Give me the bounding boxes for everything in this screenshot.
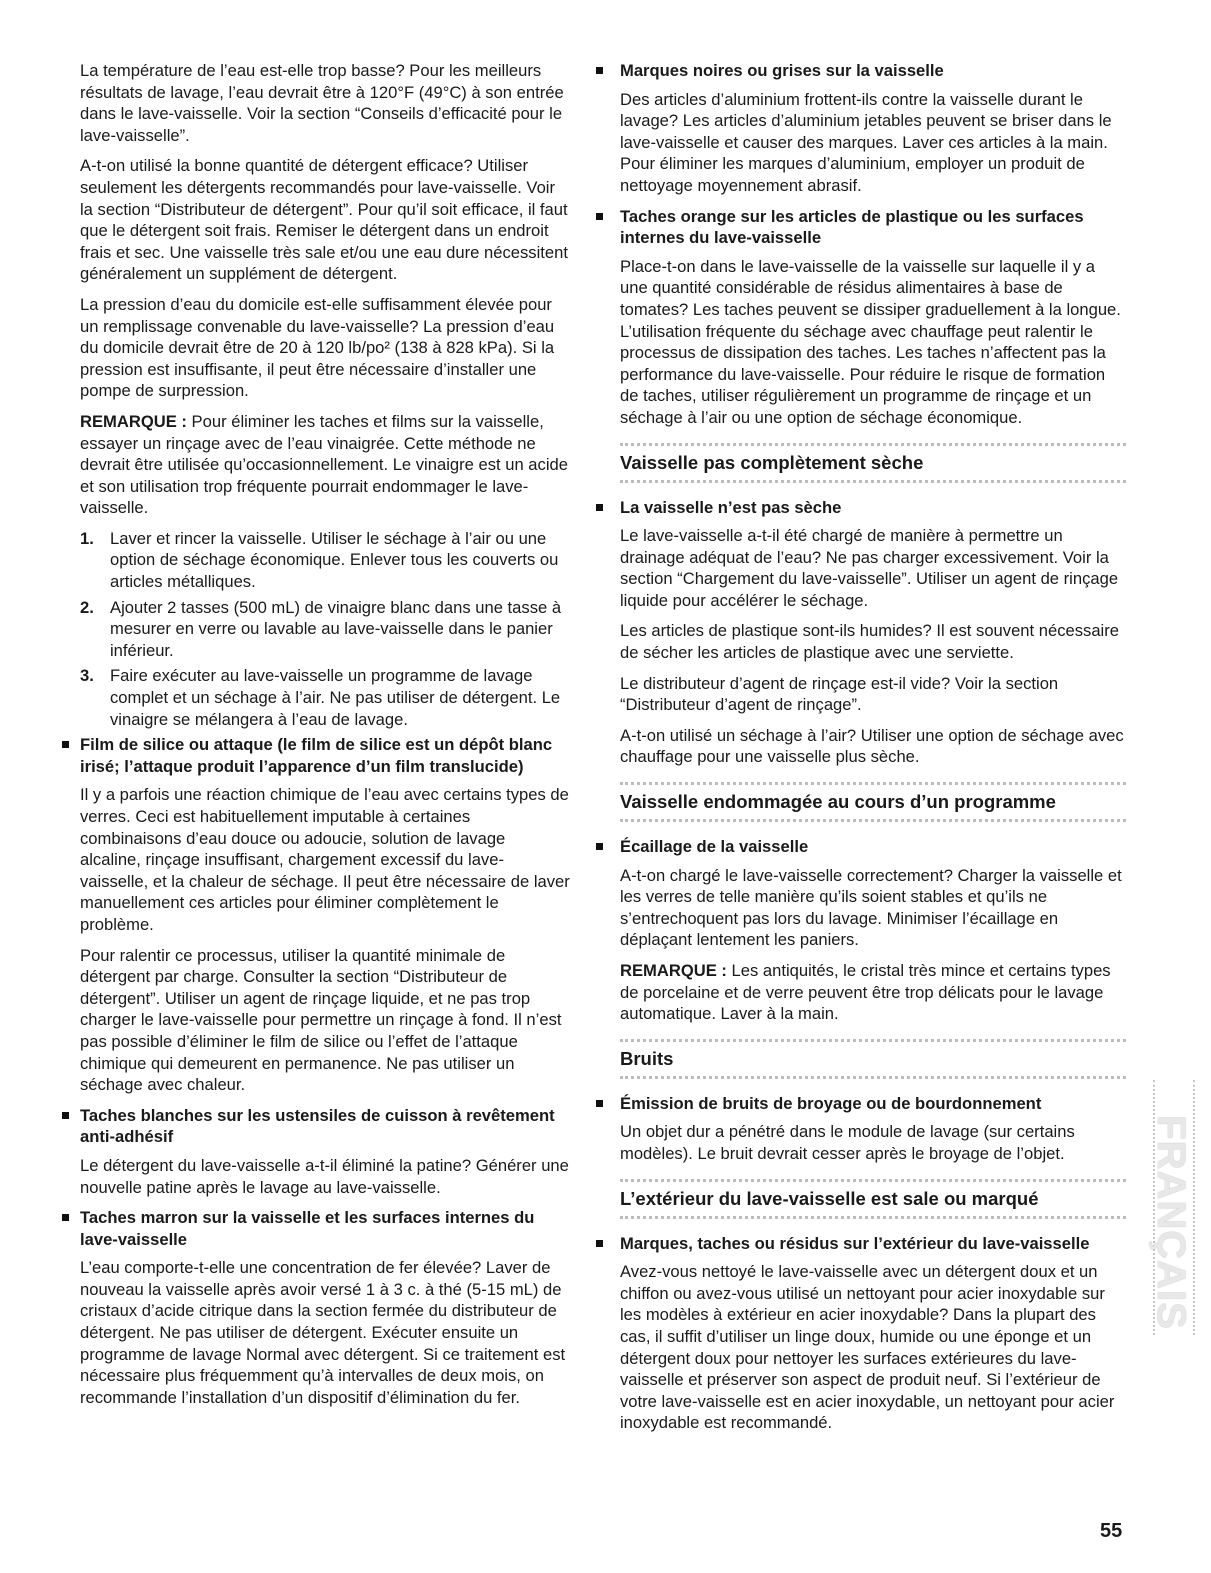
paragraph: La pression d’eau du domicile est-elle suffisamment élevée pour un remplissage convenable du lave-vaisselle? La pression d’eau du domicile devrait être de 20 à 120 lb/po² (138 à 828 kPa). Si la pression est insuffisante, il peut être nécessaire d’installer une pompe de surpression. — [80, 294, 555, 401]
bullet-heading: Taches orange sur les articles de plastique ou les surfaces internes du lave-vaisselle — [596, 206, 1126, 249]
paragraph: A-t-on chargé le lave-vaisselle correctement? Charger la vaisselle et les verres de telle manière qu’ils soient stables et qu’ils ne s’entrechoquent pas lors du lavage. Minimiser l’écaillage en déplaçant lentement les paniers. — [620, 865, 1122, 950]
bullet-heading: La vaisselle n’est pas sèche — [596, 497, 1126, 519]
paragraph: L’eau comporte-t-elle une concentration de fer élevée? Laver de nouveau la vaisselle après avoir versé 1 à 3 c. à thé (5-15 mL) de cristaux d’acide citrique dans la section fermée du distributeur de détergent. Ne pas utiliser de détergent. Exécuter ensuite un programme de lavage Normal avec détergent. Si ce traitement est nécessaire plus fréquemment qu’à intervalles de deux mois, on recommande l’installation d’un dispositif d’élimination du fer. — [80, 1258, 566, 1407]
step-text: Ajouter 2 tasses (500 mL) de vinaigre blanc dans une tasse à mesurer en verre ou lavable au lave-vaisselle dans le panier inférieur. — [110, 597, 562, 660]
step-number: 3. — [80, 666, 94, 686]
note-text: Les antiquités, le cristal très mince et certains types de porcelaine et de verre peuvent être trop délicats pour le lavage automatique. Laver à la main. — [620, 961, 1111, 1024]
note-label: REMARQUE : — [80, 411, 187, 431]
bullet-heading: Marques, taches ou résidus sur l’extérieur du lave-vaisselle — [596, 1233, 1126, 1255]
step-item — [80, 597, 570, 662]
section-heading: Bruits — [620, 1039, 1126, 1079]
step-item — [80, 665, 570, 730]
paragraph: La température de l’eau est-elle trop basse? Pour les meilleurs résultats de lavage, l’eau devrait être à 120°F (49°C) à son entrée dans le lave-vaisselle. Voir la section “Conseils d’efficacité pour le lave-vaisselle”. — [80, 61, 564, 145]
paragraph: Les articles de plastique sont-ils humides? Il est souvent nécessaire de sécher les articles de plastique avec une serviette. — [620, 621, 1119, 663]
section-heading: L’extérieur du lave-vaisselle est sale ou marqué — [620, 1179, 1126, 1219]
paragraph: Le détergent du lave-vaisselle a-t-il éliminé la patine? Générer une nouvelle patine après le lavage au lave-vaisselle. — [80, 1155, 569, 1197]
bullet-heading: Écaillage de la vaisselle — [596, 836, 1126, 858]
step-item — [80, 528, 570, 593]
paragraph: Le lave-vaisselle a-t-il été chargé de manière à permettre un drainage adéquat de l’eau? Ne pas charger excessivement. Voir la section “Chargement du lave-vaisselle”. Utiliser un agent de rinçage liquide pour accélérer le séchage. — [620, 526, 1119, 610]
paragraph: A-t-on utilisé un séchage à l’air? Utiliser une option de séchage avec chauffage pour une vaisselle plus sèche. — [620, 725, 1124, 767]
note-label: REMARQUE : — [620, 961, 727, 980]
bullet-heading: Taches blanches sur les ustensiles de cuisson à revêtement anti-adhésif — [62, 1105, 570, 1148]
step-number: 1. — [80, 528, 94, 548]
note — [620, 960, 1126, 1025]
note — [80, 411, 570, 519]
right-column — [620, 60, 1126, 1443]
paragraph: Le distributeur d’agent de rinçage est-il vide? Voir la section “Distributeur d’agent de rinçage”. — [620, 673, 1059, 715]
paragraph: A-t-on utilisé la bonne quantité de détergent efficace? Utiliser seulement les détergents recommandés pour lave-vaisselle. Voir la section “Distributeur de détergent”. Pour qu’il soit efficace, il faut que le détergent soit frais. Remiser le détergent dans un endroit frais et sec. Une vaisselle très sale et/ou une eau dure nécessitent généralement un supplément de détergent. — [80, 156, 568, 284]
page-number: 55 — [1100, 1520, 1123, 1542]
paragraph: Avez-vous nettoyé le lave-vaisselle avec un détergent doux et un chiffon ou avez-vous utilisé un nettoyant pour acier inoxydable sur les modèles à extérieur en acier inoxydable? Dans la plupart des cas, il suffit d’utiliser un linge doux, humide ou une éponge et un détergent doux pour nettoyer les surfaces extérieures du lave-vaisselle et préserver son aspect de produit neuf. Si l’extérieur de votre lave-vaisselle est en acier inoxydable, un nettoyant pour acier inoxydable est recommandé. — [620, 1262, 1115, 1433]
side-tab-label: FRANÇAIS — [1148, 1115, 1193, 1330]
step-number: 2. — [80, 597, 94, 617]
step-text: Laver et rincer la vaisselle. Utiliser le séchage à l’air ou une option de séchage économique. Enlever tous les couverts ou articles métalliques. — [110, 528, 559, 592]
note-text: Pour éliminer les taches et films sur la vaisselle, essayer un rinçage avec de l’eau vinaigrée. Cette méthode ne devrait être utilisée qu’occasionnellement. Le vinaigre est un acide et son utilisation trop fréquente pourrait endommager le lave-vaisselle. — [80, 411, 568, 518]
paragraph: Il y a parfois une réaction chimique de l’eau avec certains types de verres. Ceci est habituellement imputable à certaines combinaisons d’eau douce ou adoucie, solution de lavage alcaline, rinçage insuffisant, chargement excessif du lave-vaisselle, et la chaleur de séchage. Il peut être nécessaire de laver manuellement ces articles pour éliminer complètement le problème. — [80, 785, 570, 934]
section-heading: Vaisselle pas complètement sèche — [620, 443, 1126, 483]
bullet-heading: Film de silice ou attaque (le film de silice est un dépôt blanc irisé; l’attaque produit l’apparence d’un film translucide) — [62, 734, 570, 777]
step-text: Faire exécuter au lave-vaisselle un programme de lavage complet et un séchage à l’air. Ne pas utiliser de détergent. Le vinaigre se mélangera à l’eau de lavage. — [110, 666, 561, 729]
bullet-heading: Marques noires ou grises sur la vaisselle — [596, 60, 1126, 82]
section-heading: Vaisselle endommagée au cours d’un programme — [620, 782, 1126, 822]
left-column — [80, 60, 570, 1417]
steps-list — [80, 528, 570, 730]
paragraph: Des articles d’aluminium frottent-ils contre la vaisselle durant le lavage? Les articles d’aluminium jetables peuvent se briser dans le lave-vaisselle et causer des marques. Laver ces articles à la main. Pour éliminer les marques d’aluminium, employer un produit de nettoyage moyennement abrasif. — [620, 89, 1112, 195]
paragraph: Un objet dur a pénétré dans le module de lavage (sur certains modèles). Le bruit devrait cesser après le broyage de l’objet. — [620, 1122, 1075, 1163]
bullet-heading: Taches marron sur la vaisselle et les surfaces internes du lave-vaisselle — [62, 1207, 570, 1250]
bullet-heading: Émission de bruits de broyage ou de bourdonnement — [596, 1093, 1126, 1115]
paragraph: Place-t-on dans le lave-vaisselle de la vaisselle sur laquelle il y a une quantité considérable de résidus alimentaires à base de tomates? Les taches peuvent se dissiper graduellement à la longue. L’utilisation fréquente du séchage avec chauffage peut ralentir le processus de dissipation des taches. Les taches n’affectent pas la performance du lave-vaisselle. Pour réduire le risque de formation de taches, utiliser régulièrement un programme de rinçage et un séchage à l’air ou une option de séchage économique. — [620, 256, 1121, 427]
language-side-tab — [1148, 1080, 1195, 1335]
paragraph: Pour ralentir ce processus, utiliser la quantité minimale de détergent par charge. Consulter la section “Distributeur de détergent”. Utiliser un agent de rinçage liquide, et ne pas trop charger le lave-vaisselle pour permettre un rinçage à fond. Il n’est pas possible d’éliminer le film de silice ou l’effet de l’attaque chimique qui demeurent en permanence. Ne pas utiliser un séchage avec chaleur. — [80, 945, 562, 1095]
